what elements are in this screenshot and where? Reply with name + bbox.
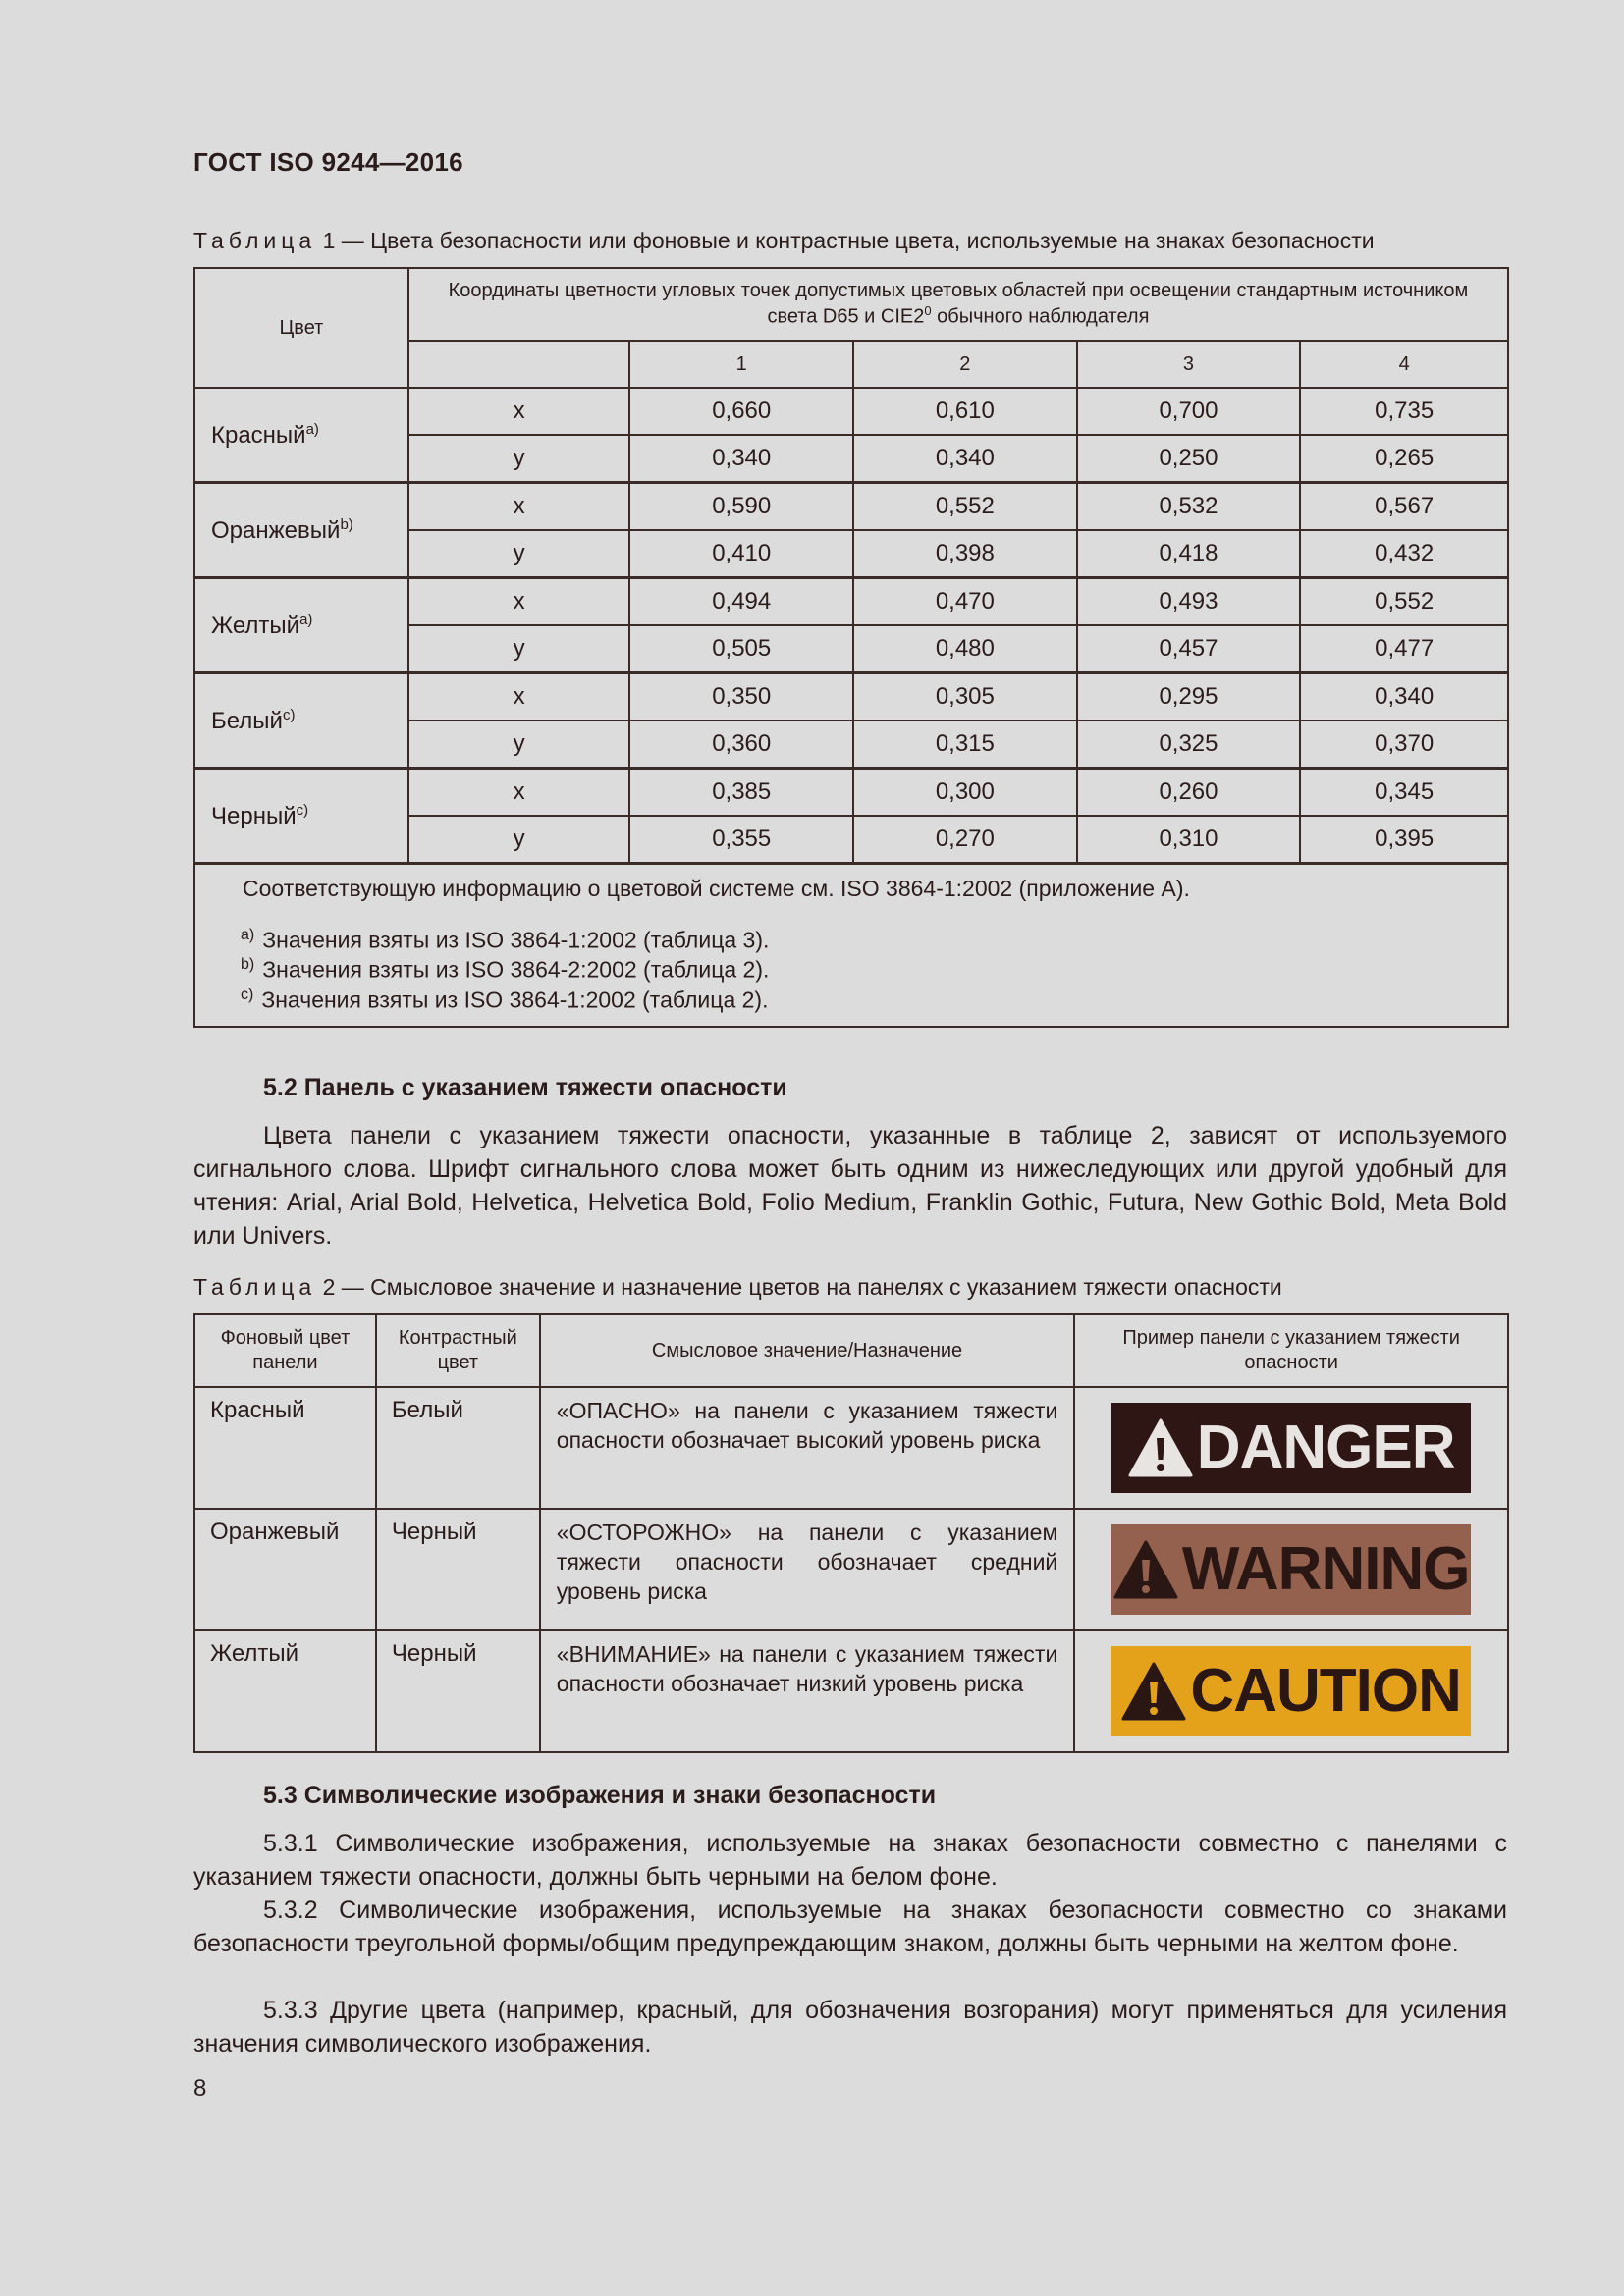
meaning-cell: «ОПАСНО» на панели с указанием тяжести опасности обозначает высокий уровень риска — [540, 1387, 1075, 1509]
signal-word: CAUTION — [1190, 1657, 1461, 1725]
contrast-color-cell: Белый — [376, 1387, 540, 1509]
coordinate-value: 0,395 — [1300, 816, 1508, 864]
coordinate-value: 0,567 — [1300, 483, 1508, 531]
footnote — [243, 955, 1507, 986]
color-name: Красный — [211, 421, 306, 449]
table2-caption — [193, 1274, 1282, 1301]
color-name: Белый — [211, 707, 283, 734]
axis-label: y — [408, 816, 630, 864]
page-number: 8 — [193, 2075, 207, 2102]
color-row-x — [194, 673, 1508, 721]
axis-label: y — [408, 435, 630, 483]
coordinate-value: 0,660 — [629, 388, 853, 435]
axis-label: x — [408, 769, 630, 817]
axis-label: y — [408, 530, 630, 578]
color-name: Черный — [211, 802, 297, 829]
col-header-coordinates — [408, 268, 1508, 341]
footnote-mark: a) — [241, 926, 255, 943]
footnote-text: Значения взяты из ISO 3864-1:2002 (таблица 2). — [261, 987, 769, 1013]
coordinate-value: 0,552 — [853, 483, 1077, 531]
coordinate-value: 0,325 — [1077, 721, 1301, 769]
warning-triangle-icon — [1113, 1540, 1178, 1599]
signal-word: WARNING — [1181, 1535, 1470, 1603]
coordinate-value: 0,340 — [629, 435, 853, 483]
coordinate-value: 0,315 — [853, 721, 1077, 769]
signal-word-panel — [1111, 1646, 1471, 1736]
coordinate-value: 0,310 — [1077, 816, 1301, 864]
table1-caption-text: 1 — Цвета безопасности или фоновые и контрастные цвета, используемые на знаках безопасности — [316, 228, 1375, 253]
warning-triangle-icon — [1121, 1662, 1186, 1721]
col-header-example: Пример панели с указанием тяжести опасности — [1074, 1314, 1508, 1387]
table1-notes — [194, 864, 1508, 1027]
color-name-cell — [194, 483, 408, 578]
warning-triangle-icon — [1128, 1418, 1193, 1477]
table1-info: Соответствующую информацию о цветовой системе см. ISO 3864-1:2002 (приложение А). — [243, 876, 1190, 901]
col-header-color: Цвет — [194, 268, 408, 388]
signal-rows — [194, 1387, 1508, 1752]
example-panel-cell — [1074, 1509, 1508, 1630]
example-panel-cell — [1074, 1630, 1508, 1752]
footnote-mark: b) — [241, 956, 255, 974]
axis-label: x — [408, 673, 630, 721]
table1-caption-label: Таблица — [193, 228, 317, 253]
signal-panel-table — [193, 1313, 1509, 1753]
signal-word-panel — [1111, 1524, 1471, 1615]
coords-header-tail: обычного наблюдателя — [931, 305, 1150, 328]
color-note: a) — [305, 420, 319, 438]
coordinate-value: 0,418 — [1077, 530, 1301, 578]
coordinate-value: 0,340 — [853, 435, 1077, 483]
section-5-3-2: 5.3.2 Символические изображения, используемые на знаках безопасности совместно со знаками безопасности треугольной формы/общим предупреждающим знаком, должны быть черными на желтом фоне. — [193, 1896, 1507, 1957]
background-color-cell: Оранжевый — [194, 1509, 376, 1630]
table2-caption-label: Таблица — [193, 1274, 317, 1300]
col-header-meaning: Смысловое значение/Назначение — [540, 1314, 1075, 1387]
coordinate-value: 0,532 — [1077, 483, 1301, 531]
example-panel-cell — [1074, 1387, 1508, 1509]
table2-caption-text: 2 — Смысловое значение и назначение цветов на панелях с указанием тяжести опасности — [316, 1274, 1282, 1300]
coordinate-value: 0,480 — [853, 625, 1077, 673]
table1-caption — [193, 228, 1375, 254]
axis-label: x — [408, 483, 630, 531]
coordinate-value: 0,470 — [853, 578, 1077, 626]
section-5-3-1: 5.3.1 Символические изображения, используемые на знаках безопасности совместно с панелями с указанием тяжести опасности, должны быть черными на белом фоне. — [193, 1830, 1507, 1891]
color-note: c) — [296, 801, 309, 819]
point-header: 3 — [1077, 341, 1301, 388]
coords-header-sup: 0 — [924, 303, 932, 319]
color-row-x — [194, 769, 1508, 817]
axis-label: y — [408, 721, 630, 769]
coordinate-value: 0,432 — [1300, 530, 1508, 578]
color-name: Желтый — [211, 612, 300, 639]
color-note: b) — [340, 515, 353, 533]
background-color-cell: Желтый — [194, 1630, 376, 1752]
coordinate-value: 0,270 — [853, 816, 1077, 864]
signal-row — [194, 1630, 1508, 1752]
coordinate-value: 0,494 — [629, 578, 853, 626]
footnote — [243, 926, 1507, 956]
coordinate-value: 0,345 — [1300, 769, 1508, 817]
coordinate-value: 0,457 — [1077, 625, 1301, 673]
coordinate-value: 0,590 — [629, 483, 853, 531]
color-note: c) — [282, 706, 296, 723]
coordinate-value: 0,477 — [1300, 625, 1508, 673]
footnote — [243, 986, 1507, 1016]
axis-label: x — [408, 388, 630, 435]
background-color-cell: Красный — [194, 1387, 376, 1509]
coordinate-value: 0,340 — [1300, 673, 1508, 721]
contrast-color-cell: Черный — [376, 1630, 540, 1752]
coordinate-value: 0,350 — [629, 673, 853, 721]
coordinate-value: 0,360 — [629, 721, 853, 769]
coordinate-value: 0,493 — [1077, 578, 1301, 626]
color-note: a) — [299, 611, 313, 628]
col-header-background: Фоновый цвет панели — [194, 1314, 376, 1387]
axis-label: y — [408, 625, 630, 673]
contrast-color-cell: Черный — [376, 1509, 540, 1630]
coordinate-value: 0,305 — [853, 673, 1077, 721]
section-5-2-heading: 5.2 Панель с указанием тяжести опасности — [263, 1074, 787, 1101]
coordinate-value: 0,735 — [1300, 388, 1508, 435]
section-5-3-3: 5.3.3 Другие цвета (например, красный, для обозначения возгорания) могут применяться для усиления значения символического изображения. — [193, 1997, 1507, 2057]
coordinate-value: 0,410 — [629, 530, 853, 578]
coordinate-value: 0,265 — [1300, 435, 1508, 483]
coordinate-value: 0,385 — [629, 769, 853, 817]
color-row-x — [194, 578, 1508, 626]
point-header: 1 — [629, 341, 853, 388]
document-header: ГОСТ ISO 9244—2016 — [193, 147, 463, 177]
color-row-x — [194, 388, 1508, 435]
coordinate-value: 0,355 — [629, 816, 853, 864]
section-5-2-text: Цвета панели с указанием тяжести опасности, указанные в таблице 2, зависят от используемого сигнального слова. Шрифт сигнального слова может быть одним из нижеследующих или другой удобный для чтения: Arial, Arial Bold, Helvetica, Helvetica Bold, Folio Medium, Franklin Gothic, Futura, New Gothic Bold, Meta Bold или Univers. — [193, 1122, 1507, 1250]
signal-word: DANGER — [1196, 1414, 1455, 1481]
section-5-3-heading: 5.3 Символические изображения и знаки безопасности — [263, 1782, 937, 1809]
coordinate-value: 0,295 — [1077, 673, 1301, 721]
meaning-cell: «ОСТОРОЖНО» на панели с указанием тяжести опасности обозначает средний уровень риска — [540, 1509, 1075, 1630]
color-name: Оранжевый — [211, 516, 341, 544]
footnote-text: Значения взяты из ISO 3864-2:2002 (таблица 2). — [262, 957, 770, 984]
signal-word-panel — [1111, 1403, 1471, 1493]
footnote-mark: c) — [241, 986, 254, 1003]
color-name-cell — [194, 388, 408, 483]
meaning-cell: «ВНИМАНИЕ» на панели с указанием тяжести опасности обозначает низкий уровень риска — [540, 1630, 1075, 1752]
coordinate-value: 0,505 — [629, 625, 853, 673]
coords-header-text: Координаты цветности угловых точек допустимых цветовых областей при освещении стандартным источником света D65 и CIE2 — [448, 280, 1469, 328]
coordinate-value: 0,552 — [1300, 578, 1508, 626]
coordinate-value: 0,610 — [853, 388, 1077, 435]
signal-row — [194, 1387, 1508, 1509]
coordinate-value: 0,370 — [1300, 721, 1508, 769]
color-name-cell — [194, 673, 408, 769]
footnote-text: Значения взяты из ISO 3864-1:2002 (таблица 3). — [262, 927, 770, 953]
coordinate-value: 0,250 — [1077, 435, 1301, 483]
color-name-cell — [194, 578, 408, 673]
color-coordinates-table — [193, 267, 1509, 1028]
axis-label: x — [408, 578, 630, 626]
points-header-empty — [408, 341, 630, 388]
color-rows — [194, 388, 1508, 864]
coordinate-value: 0,398 — [853, 530, 1077, 578]
point-header: 4 — [1300, 341, 1508, 388]
coordinate-value: 0,700 — [1077, 388, 1301, 435]
point-header: 2 — [853, 341, 1077, 388]
col-header-contrast: Контрастный цвет — [376, 1314, 540, 1387]
coordinate-value: 0,300 — [853, 769, 1077, 817]
coordinate-value: 0,260 — [1077, 769, 1301, 817]
color-row-x — [194, 483, 1508, 531]
color-name-cell — [194, 769, 408, 864]
signal-row — [194, 1509, 1508, 1630]
